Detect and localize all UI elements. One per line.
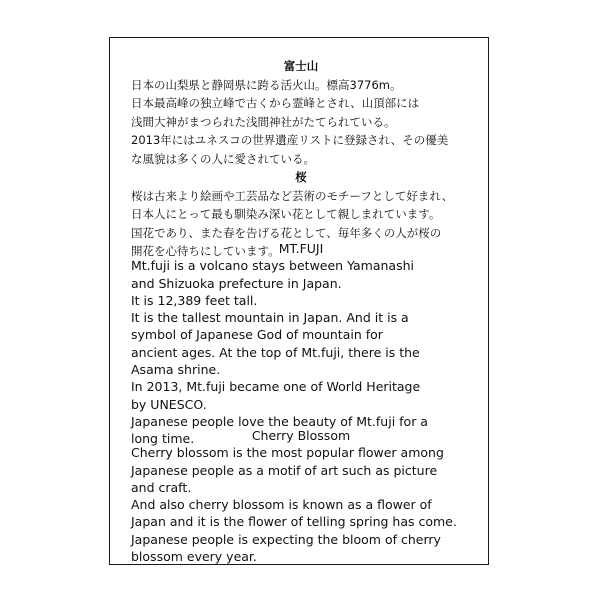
en-fuji-line: symbol of Japanese God of mountain for (131, 327, 383, 343)
jp-fuji-section (131, 57, 471, 168)
jp-sakura-line: 桜は古来より絵画や工芸品など芸術のモチーフとして好まれ、 (131, 188, 454, 203)
en-cherry-title: Cherry Blossom (251, 428, 351, 443)
en-cherry-line: Cherry blossom is the most popular flower among (131, 445, 444, 461)
jp-fuji-line: 日本最高峰の独立峰で古くから霊峰とされ、山頂部には (131, 96, 420, 110)
en-fuji-line: Japanese people love the beauty of Mt.fuji for a (131, 413, 428, 429)
en-cherry-line: and craft. (131, 479, 192, 495)
jp-fuji-line: 日本の山梨県と静岡県に跨る活火山。標高3776m。 (131, 77, 402, 92)
en-fuji-line: long time. (131, 431, 195, 447)
jp-sakura-line: 国花であり、また春を告げる花として、毎年多くの人が桜の (131, 225, 442, 240)
en-fuji-line: ancient ages. At the top of Mt.fuji, there is the (131, 344, 420, 360)
document-card (109, 37, 489, 565)
en-cherry-line: Japanese people as a motif of art such as picture (131, 462, 438, 478)
en-fuji-line: It is the tallest mountain in Japan. And it is a (131, 310, 409, 326)
en-fuji-line: In 2013, Mt.fuji became one of World Heritage (131, 379, 421, 395)
en-fuji-line: by UNESCO. (131, 396, 207, 412)
en-cherry-line: blossom every year. (131, 549, 257, 565)
en-cherry-section (131, 427, 471, 565)
en-fuji-line: Mt.fuji is a volcano stays between Yamanashi (131, 258, 414, 274)
jp-sakura-line: 日本人にとって最も馴染み深い花として親しまれています。 (131, 207, 441, 221)
en-cherry-line: Japan and it is the flower of telling spring has come. (131, 514, 457, 530)
en-fuji-line: Asama shrine. (131, 362, 221, 378)
jp-fuji-line: 2013年にはユネスコの世界遺産リストに登録され、その優美 (131, 133, 449, 147)
en-fuji-line: and Shizuoka prefecture in Japan. (131, 275, 342, 291)
jp-sakura-title: 桜 (295, 170, 307, 184)
jp-fuji-line: 浅間大神がまつられた浅間神社がたてられている。 (131, 114, 396, 129)
en-cherry-line: Japanese people is expecting the bloom of cherry (131, 531, 441, 547)
en-fuji-line: It is 12,389 feet tall. (131, 292, 258, 308)
en-fuji-title: MT.FUJI (278, 241, 324, 256)
en-cherry-line: And also cherry blossom is known as a flower of (131, 497, 432, 513)
jp-fuji-line: な風貌は多くの人に愛されている。 (131, 151, 315, 166)
jp-sakura-line: 開花を心待ちにしています。 (131, 244, 280, 258)
en-fuji-section (131, 240, 471, 448)
jp-fuji-title: 富士山 (283, 59, 319, 73)
